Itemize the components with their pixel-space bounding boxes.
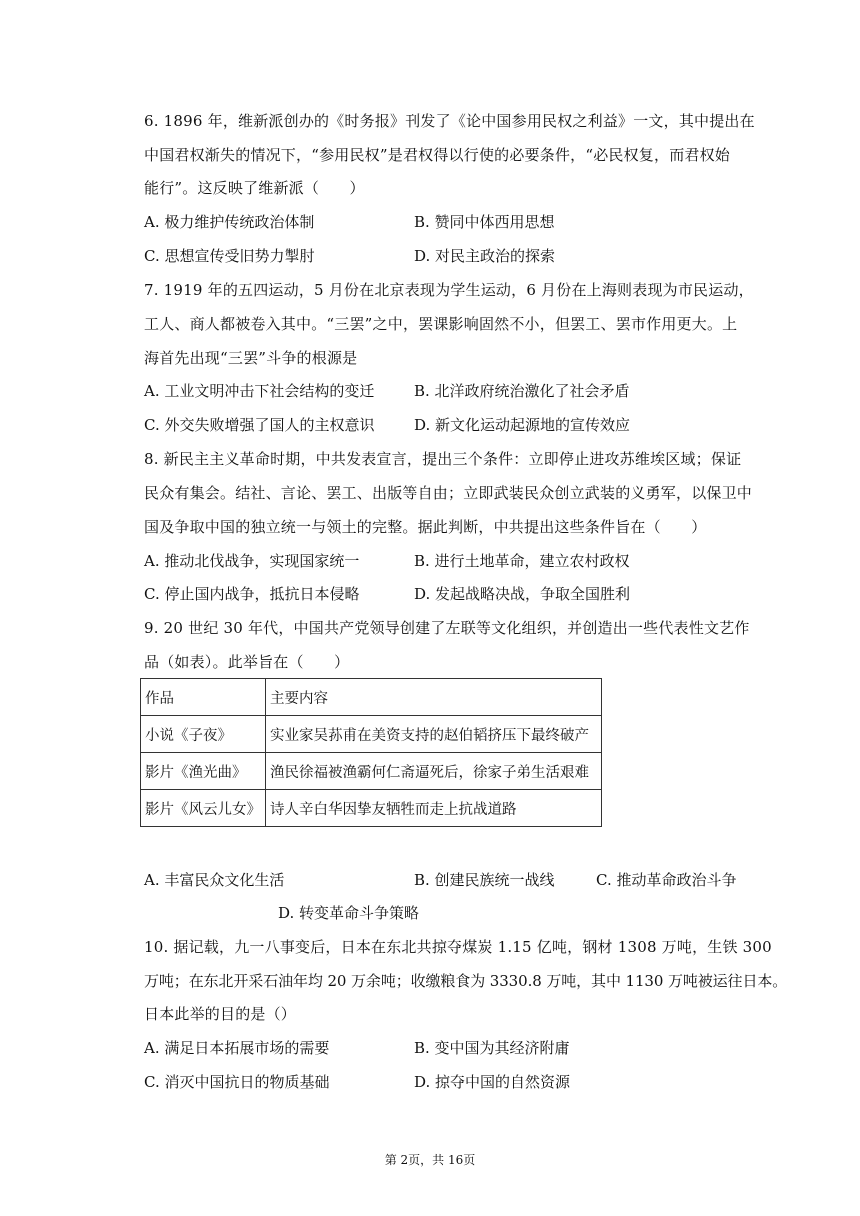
question-9-option-b: B. 创建民族统一战线 — [414, 871, 555, 889]
question-7-option-c: C. 外交失败增强了国人的主权意识 — [144, 416, 375, 434]
page-footer: 第 2页，共 16页 — [384, 1153, 476, 1167]
table-cell: 小说《子夜》 — [141, 716, 266, 753]
question-8-line-3: 国及争取中国的独立统一与领土的完整。据此判断，中共提出这些条件旨在（ ） — [144, 518, 707, 536]
table-row — [141, 753, 602, 790]
question-10-option-d: D. 掠夺中国的自然资源 — [414, 1073, 571, 1091]
question-9-option-a: A. 丰富民众文化生活 — [144, 871, 285, 889]
table-header-cell: 主要内容 — [266, 679, 602, 716]
works-table — [140, 678, 602, 827]
question-8-option-b: B. 进行土地革命，建立农村政权 — [414, 552, 630, 570]
question-10-option-b: B. 变中国为其经济附庸 — [414, 1039, 570, 1057]
question-8-option-c: C. 停止国内战争，抵抗日本侵略 — [144, 585, 360, 603]
question-7-option-a: A. 工业文明冲击下社会结构的变迁 — [144, 382, 375, 400]
question-8-line-1: 8. 新民主主义革命时期，中共发表宣言，提出三个条件：立即停止进攻苏维埃区域；保证 — [144, 450, 742, 468]
table-cell: 实业家吴荪甫在美资支持的赵伯韬挤压下最终破产 — [266, 716, 602, 753]
question-8-option-d: D. 发起战略决战，争取全国胜利 — [414, 585, 631, 603]
table-row — [141, 716, 602, 753]
question-10-line-1: 10. 据记载，九一八事变后，日本在东北共掠夺煤炭 1.15 亿吨，钢材 1308 万吨，生铁 300 — [144, 938, 772, 956]
question-7-line-1: 7. 1919 年的五四运动，5 月份在北京表现为学生运动，6 月份在上海则表现为市民运动， — [144, 281, 754, 299]
question-6-option-b: B. 赞同中体西用思想 — [414, 213, 555, 231]
question-6-line-3: 能行”。这反映了维新派（ ） — [144, 179, 365, 197]
question-9-option-c: C. 推动革命政治斗争 — [596, 871, 737, 889]
question-10-option-c: C. 消灭中国抗日的物质基础 — [144, 1073, 330, 1091]
table-cell: 渔民徐福被渔霸何仁斋逼死后，徐家子弟生活艰难 — [266, 753, 602, 790]
table-header-row — [141, 679, 602, 716]
question-10-option-a: A. 满足日本拓展市场的需要 — [144, 1039, 330, 1057]
table-cell: 影片《渔光曲》 — [141, 753, 266, 790]
question-9-line-2: 品（如表）。此举旨在（ ） — [144, 653, 350, 671]
question-8-option-a: A. 推动北伐战争，实现国家统一 — [144, 552, 360, 570]
question-7-option-b: B. 北洋政府统治激化了社会矛盾 — [414, 382, 630, 400]
table-row — [141, 790, 602, 827]
table-header-cell: 作品 — [141, 679, 266, 716]
question-9-option-d: D. 转变革命斗争策略 — [278, 904, 420, 922]
question-6-line-2: 中国君权渐失的情况下，“参用民权”是君权得以行使的必要条件，“必民权复，而君权始 — [144, 146, 731, 164]
question-10-line-2: 万吨；在东北开采石油年均 20 万余吨；收缴粮食为 3330.8 万吨，其中 1130 万吨被运往日本。 — [144, 972, 788, 990]
question-7-line-2: 工人、商人都被卷入其中。“三罢”之中，罢课影响固然不小，但罢工、罢市作用更大。上 — [144, 315, 738, 333]
question-9-line-1: 9. 20 世纪 30 年代，中国共产党领导创建了左联等文化组织，并创造出一些代表性文艺作 — [144, 619, 750, 637]
question-7-option-d: D. 新文化运动起源地的宣传效应 — [414, 416, 631, 434]
question-7-line-3: 海首先出现“三罢”斗争的根源是 — [144, 349, 358, 367]
question-6-line-1: 6. 1896 年，维新派创办的《时务报》刊发了《论中国参用民权之利益》一文，其中提出在 — [144, 112, 755, 130]
table-cell: 影片《风云儿女》 — [141, 790, 266, 827]
table-cell: 诗人辛白华因挚友牺牲而走上抗战道路 — [266, 790, 602, 827]
question-6-option-c: C. 思想宣传受旧势力掣肘 — [144, 247, 315, 265]
question-6-option-d: D. 对民主政治的探索 — [414, 247, 556, 265]
question-10-line-3: 日本此举的目的是（） — [144, 1005, 297, 1023]
question-6-option-a: A. 极力维护传统政治体制 — [144, 213, 315, 231]
question-8-line-2: 民众有集会。结社、言论、罢工、出版等自由；立即武装民众创立武装的义勇军，以保卫中 — [144, 484, 753, 502]
